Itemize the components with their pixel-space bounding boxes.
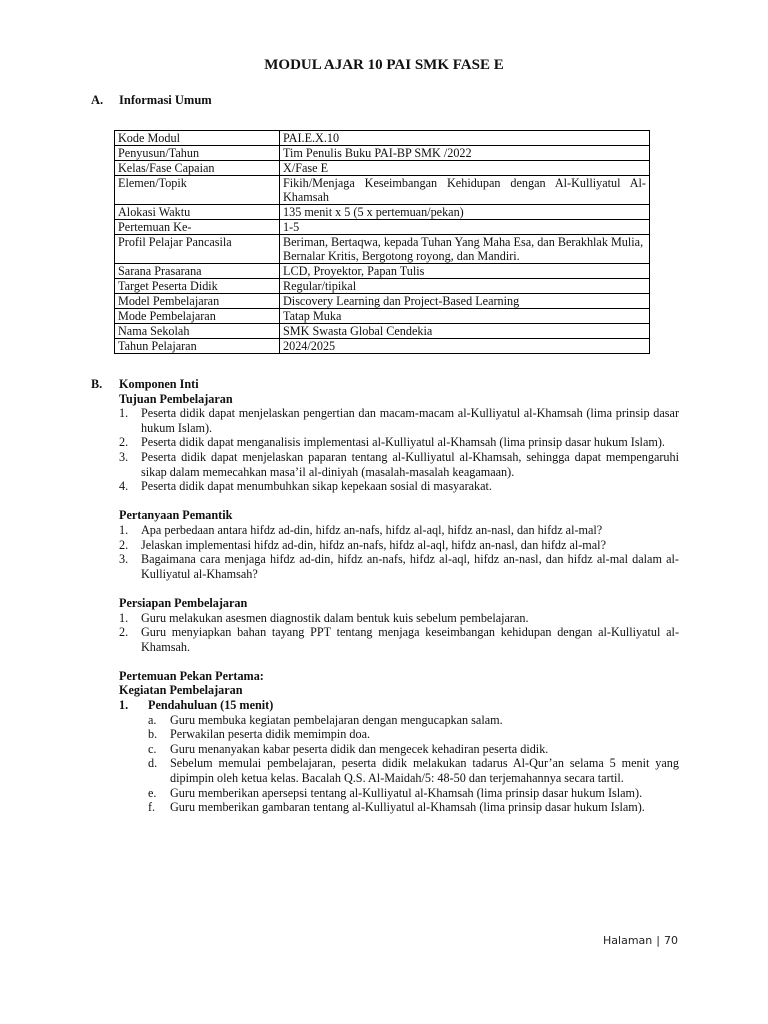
section-a-heading: [91, 93, 212, 108]
info-row: [115, 220, 650, 235]
section-b-number: B.: [91, 377, 103, 391]
list-item-text: Peserta didik dapat menjelaskan pengertian dan macam-macam al-Kulliyatul al-Khamsah (lima prinsip dasar hukum Islam).: [141, 406, 679, 435]
info-key: Pertemuan Ke-: [115, 220, 280, 235]
info-value: Discovery Learning dan Project-Based Learning: [280, 294, 650, 309]
tujuan-heading: Tujuan Pembelajaran: [119, 391, 233, 406]
kegiatan-heading: Kegiatan Pembelajaran: [119, 683, 243, 698]
list-item: a. Guru membuka kegiatan pembelajaran dengan mengucapkan salam.: [91, 713, 679, 728]
persiapan-heading: Persiapan Pembelajaran: [119, 595, 248, 610]
section-b-heading: [91, 377, 679, 392]
info-value: 135 menit x 5 (5 x pertemuan/pekan): [280, 205, 650, 220]
step-label: Pendahuluan (15 menit): [148, 698, 274, 713]
list-item: 2. Jelaskan implementasi hifdz ad-din, hifdz an-nafs, hifdz al-aql, hifdz an-nasl, dan hifdz al-mal?: [91, 538, 679, 553]
list-item-text: Guru memberikan gambaran tentang al-Kulliyatul al-Khamsah (lima prinsip dasar hukum Islam).: [170, 800, 645, 815]
pemantik-heading: Pertanyaan Pemantik: [119, 508, 233, 523]
info-row: [115, 339, 650, 354]
page-footer: Halaman | 70: [603, 934, 678, 947]
step-number: 1.: [119, 698, 129, 713]
list-item: c. Guru menanyakan kabar peserta didik dan mengecek kehadiran peserta didik.: [91, 742, 679, 757]
info-value: 2024/2025: [280, 339, 650, 354]
list-item-text: Apa perbedaan antara hifdz ad-din, hifdz an-nafs, hifdz al-aql, hifdz an-nasl, dan hifdz al-mal?: [141, 522, 603, 537]
info-value: Regular/tipikal: [280, 279, 650, 294]
footer-label: Halaman: [603, 934, 653, 947]
info-row: [115, 131, 650, 146]
list-item-text: Guru memberikan apersepsi tentang al-Kulliyatul al-Khamsah (lima prinsip dasar hukum Islam).: [170, 785, 643, 800]
list-item-text: Peserta didik dapat menumbuhkan sikap kepekaan sosial di masyarakat.: [141, 479, 492, 494]
info-value: SMK Swasta Global Cendekia: [280, 324, 650, 339]
info-key: Sarana Prasarana: [115, 264, 280, 279]
info-value: Tatap Muka: [280, 309, 650, 324]
info-key: Tahun Pelajaran: [115, 339, 280, 354]
info-row: [115, 294, 650, 309]
info-row: [115, 235, 650, 264]
info-row: [115, 176, 650, 205]
info-row: [115, 309, 650, 324]
list-item: f. Guru memberikan gambaran tentang al-Kulliyatul al-Khamsah (lima prinsip dasar hukum Islam).: [91, 800, 679, 815]
list-item-text: Guru menanyakan kabar peserta didik dan mengecek kehadiran peserta didik.: [170, 741, 549, 756]
info-row: [115, 146, 650, 161]
info-value: PAI.E.X.10: [280, 131, 650, 146]
info-key: Target Peserta Didik: [115, 279, 280, 294]
list-item: 1. Peserta didik dapat menjelaskan pengertian dan macam-macam al-Kulliyatul al-Khamsah (lima prinsip dasar hukum Islam).: [119, 406, 679, 435]
section-b-label: Komponen Inti: [119, 377, 199, 391]
list-item: b. Perwakilan peserta didik memimpin doa.: [91, 727, 679, 742]
pertemuan-heading: Pertemuan Pekan Pertama:: [119, 668, 264, 683]
persiapan-list: [91, 611, 679, 655]
info-key: Elemen/Topik: [115, 176, 280, 205]
info-key: Mode Pembelajaran: [115, 309, 280, 324]
tujuan-list: [91, 406, 679, 494]
list-item-text: Guru melakukan asesmen diagnostik dalam bentuk kuis sebelum pembelajaran.: [141, 610, 529, 625]
list-item: d. Sebelum memulai pembelajaran, peserta didik melakukan tadarus Al-Qur’an selama 5 menit yang dipimpin oleh ketua kelas. Bacalah Q.S. Al-Maidah/5: 48-50 dan terjemahannya secara tartil.: [148, 756, 679, 786]
info-key: Alokasi Waktu: [115, 205, 280, 220]
list-item: 2. Peserta didik dapat menganalisis implementasi al-Kulliyatul al-Khamsah (lima prinsip dasar hukum Islam).: [91, 435, 679, 450]
info-value: Beriman, Bertaqwa, kepada Tuhan Yang Maha Esa, dan Berakhlak Mulia, Bernalar Kritis, Bergotong royong, dan Mandiri.: [280, 235, 650, 264]
list-item-text: Sebelum memulai pembelajaran, peserta didik melakukan tadarus Al-Qur’an selama 5 menit yang dipimpin oleh ketua kelas. Bacalah Q.S. Al-Maidah/5: 48-50 dan terjemahannya secara tartil.: [170, 756, 679, 786]
section-a-number: A.: [91, 93, 104, 107]
info-key: Kode Modul: [115, 131, 280, 146]
info-value: LCD, Proyektor, Papan Tulis: [280, 264, 650, 279]
list-item: 1. Guru melakukan asesmen diagnostik dalam bentuk kuis sebelum pembelajaran.: [91, 611, 679, 626]
content-body: [91, 377, 679, 815]
list-item-text: Peserta didik dapat menganalisis implementasi al-Kulliyatul al-Khamsah (lima prinsip dasar hukum Islam).: [141, 435, 665, 450]
info-key: Model Pembelajaran: [115, 294, 280, 309]
info-value: Tim Penulis Buku PAI-BP SMK /2022: [280, 146, 650, 161]
info-row: [115, 279, 650, 294]
page-number: 70: [664, 934, 678, 947]
list-item-text: Bagaimana cara menjaga hifdz ad-din, hifdz an-nafs, hifdz al-aql, hifdz an-nasl, dan hifdz al-mal dalam al-Kulliyatul al-Khamsah?: [141, 552, 679, 581]
list-item: e. Guru memberikan apersepsi tentang al-Kulliyatul al-Khamsah (lima prinsip dasar hukum Islam).: [91, 786, 679, 801]
info-key: Kelas/Fase Capaian: [115, 161, 280, 176]
info-value: 1-5: [280, 220, 650, 235]
info-key: Profil Pelajar Pancasila: [115, 235, 280, 264]
list-item: 1. Apa perbedaan antara hifdz ad-din, hifdz an-nafs, hifdz al-aql, hifdz an-nasl, dan hifdz al-mal?: [91, 523, 679, 538]
pemantik-list: [91, 523, 679, 581]
list-item-text: Perwakilan peserta didik memimpin doa.: [170, 727, 371, 742]
step-heading: [91, 698, 679, 713]
info-row: [115, 264, 650, 279]
list-item: 2. Guru menyiapkan bahan tayang PPT tentang menjaga keseimbangan kehidupan dengan al-Kulliyatul al-Khamsah.: [119, 625, 679, 654]
info-row: [115, 205, 650, 220]
list-item: 3. Peserta didik dapat menjelaskan paparan tentang al-Kulliyatul al-Khamsah, sehingga dapat mempengaruhi sikap dalam memecahkan masa’il al-diniyah (masalah-masalah keagamaan).: [119, 449, 679, 479]
section-a-label: Informasi Umum: [119, 93, 212, 107]
info-value: X/Fase E: [280, 161, 650, 176]
list-item-text: Jelaskan implementasi hifdz ad-din, hifdz an-nafs, hifdz al-aql, hifdz an-nasl, dan hifdz al-mal?: [141, 537, 606, 552]
pendahuluan-list: [91, 713, 679, 815]
list-item-text: Guru membuka kegiatan pembelajaran dengan mengucapkan salam.: [170, 712, 503, 727]
info-table: [114, 130, 650, 354]
info-key: Penyusun/Tahun: [115, 146, 280, 161]
info-value: Fikih/Menjaga Keseimbangan Kehidupan dengan Al-Kulliyatul Al-Khamsah: [280, 176, 650, 205]
list-item-text: Peserta didik dapat menjelaskan paparan tentang al-Kulliyatul al-Khamsah, sehingga dapat mempengaruhi sikap dalam memecahkan masa’il al-diniyah (masalah-masalah keagamaan).: [141, 449, 679, 479]
info-row: [115, 161, 650, 176]
list-item: 3. Bagaimana cara menjaga hifdz ad-din, hifdz an-nafs, hifdz al-aql, hifdz an-nasl, dan hifdz al-mal dalam al-Kulliyatul al-Khamsah?: [119, 552, 679, 581]
page-title: MODUL AJAR 10 PAI SMK FASE E: [264, 57, 504, 73]
list-item-text: Guru menyiapkan bahan tayang PPT tentang menjaga keseimbangan kehidupan dengan al-Kulliyatul al-Khamsah.: [141, 625, 679, 654]
list-item: 4. Peserta didik dapat menumbuhkan sikap kepekaan sosial di masyarakat.: [91, 479, 679, 494]
info-row: [115, 324, 650, 339]
info-key: Nama Sekolah: [115, 324, 280, 339]
